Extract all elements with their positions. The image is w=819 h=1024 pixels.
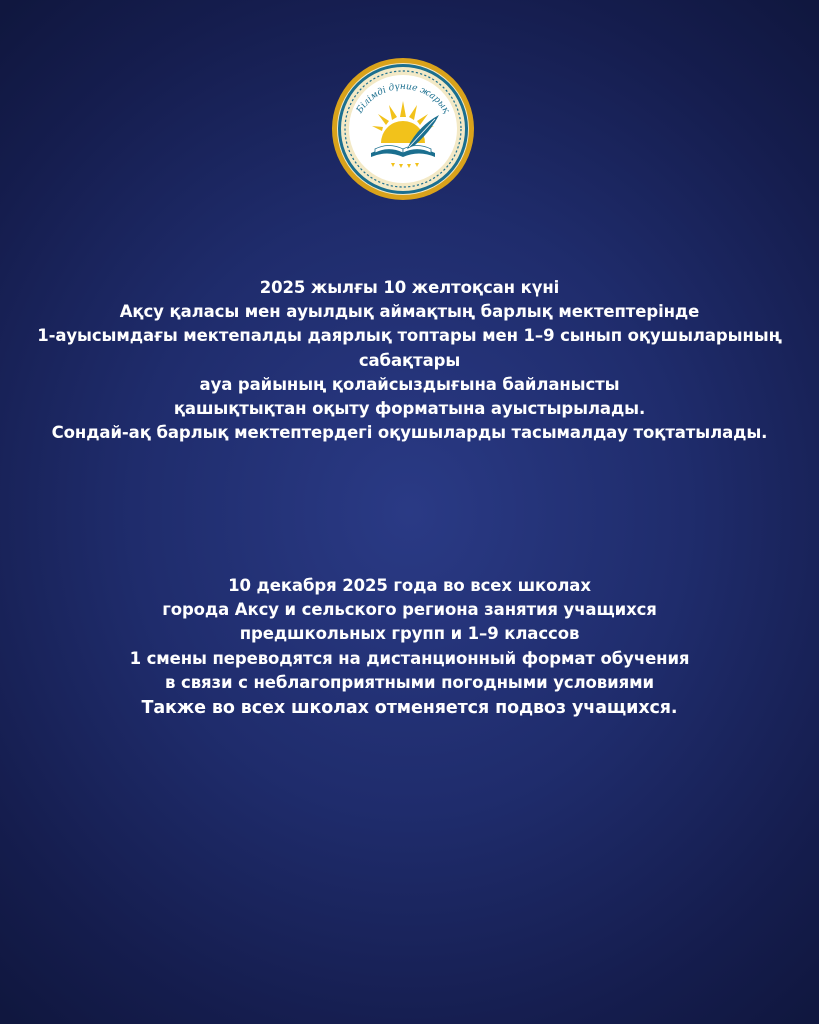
- logo-motto: Білімді дүние жарық: [355, 81, 451, 116]
- kazakh-line-4: сабақтары: [358, 350, 461, 370]
- russian-line-4: 1 смены переводятся на дистанционный формат обучения: [129, 648, 690, 668]
- russian-line-2: города Аксу и сельского региона занятия учащихся: [162, 600, 657, 620]
- russian-line-5: в связи с неблагоприятными погодными условиями: [165, 672, 654, 692]
- kazakh-line-6: қашықтықтан оқыту форматына ауыстырылады.: [173, 399, 646, 419]
- russian-line-3: предшкольных групп и 1–9 классов: [239, 624, 580, 644]
- kazakh-line-7: Сондай-ақ барлық мектептердегі оқушыларды тасымалдау тоқтатылады.: [51, 423, 768, 443]
- kazakh-line-2: Ақсу қаласы мен ауылдық аймақтың барлық мектептерінде: [119, 302, 700, 322]
- russian-notice: [0, 574, 819, 721]
- kazakh-line-5: ауа райының қолайсыздығына байланысты: [199, 374, 620, 394]
- kazakh-line-1: 2025 жылғы 10 желтоқсан күні: [259, 278, 560, 297]
- kazakh-line-3: 1-ауысымдағы мектепалды даярлық топтары мен 1–9 сынып оқушыларының: [37, 326, 782, 346]
- school-emblem-logo: [331, 57, 475, 201]
- russian-line-1: 10 декабря 2025 года во всех школах: [228, 576, 591, 595]
- russian-line-6: Также во всех школах отменяется подвоз учащихся.: [141, 698, 678, 719]
- kazakh-notice: [0, 276, 819, 445]
